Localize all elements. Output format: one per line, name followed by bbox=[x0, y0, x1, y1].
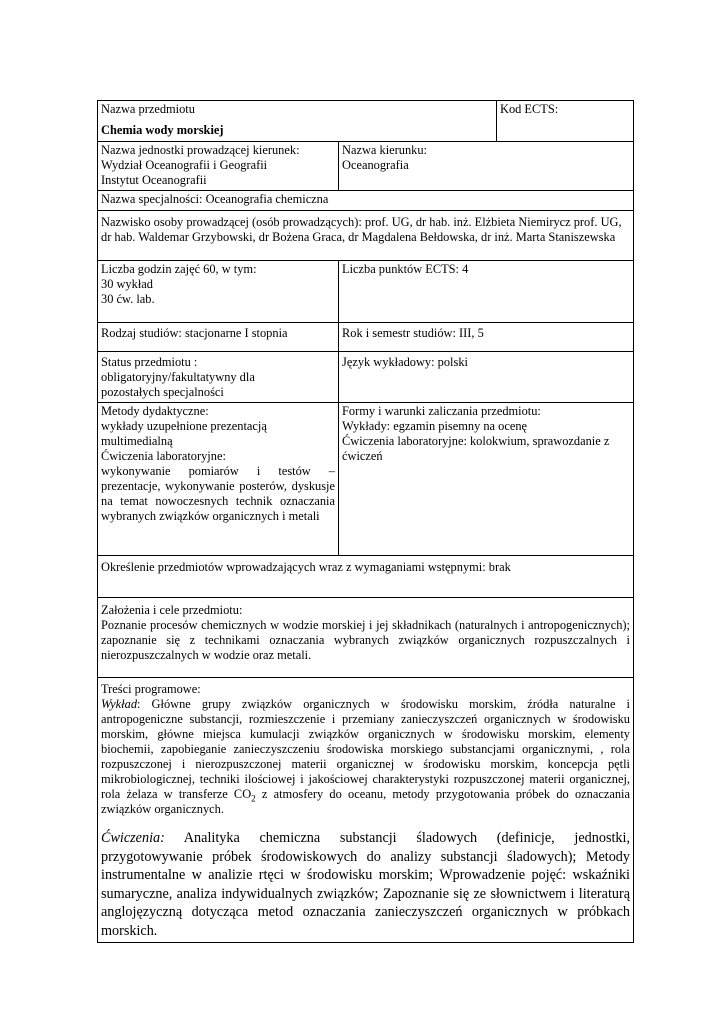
language-cell: Język wykładowy: polski bbox=[339, 352, 634, 403]
row-goals bbox=[98, 598, 634, 678]
ects-code-cell bbox=[497, 101, 634, 142]
unit-cell bbox=[98, 142, 339, 191]
row-unit bbox=[98, 142, 634, 191]
course-syllabus-sheet bbox=[97, 100, 633, 943]
goals-label: Założenia i cele przedmiotu: bbox=[101, 603, 243, 617]
status-cell bbox=[98, 352, 339, 403]
ects-code-label: Kod ECTS: bbox=[500, 102, 559, 116]
unit-line2: Instytut Oceanografii bbox=[101, 173, 207, 187]
field-label: Nazwa kierunku: bbox=[342, 143, 427, 157]
field-value: Oceanografia bbox=[342, 158, 409, 172]
prerequisites-cell: Określenie przedmiotów wprowadzających wraz z wymaganiami wstępnymi: brak bbox=[98, 556, 634, 598]
assessment-lectures: Wykłady: egzamin pisemny na ocenę bbox=[342, 419, 528, 433]
exercise-paragraph bbox=[101, 829, 630, 940]
assessment-labs: Ćwiczenia laboratoryjne: kolokwium, sprawozdanie z ćwiczeń bbox=[342, 434, 610, 463]
exercise-text: Analityka chemiczna substancji śladowych (definicje, jednostki, przygotowywanie próbek środowiskowych do analizy substancji śladowych); Metody instrumentalne w analizie rtęci w środowisku morskim; Wprowadzenie pojęć: wskaźniki sumaryczne, analiza indywidualnych związków; Zapoznanie się ze słownictwem i literaturą anglojęzyczną dotycząca metod oznaczania zanieczyszczeń organicznych w próbkach morskich. bbox=[101, 830, 630, 939]
subject-name: Chemia wody morskiej bbox=[101, 123, 224, 137]
exercise-label: Ćwiczenia: bbox=[101, 830, 165, 846]
row-hours bbox=[98, 261, 634, 323]
row-status bbox=[98, 352, 634, 403]
field-cell bbox=[339, 142, 634, 191]
hours-label: Liczba godzin zajęć 60, w tym: bbox=[101, 262, 257, 276]
lecture-text-b: z atmosfery do oceanu, metody przygotowania próbek do oznaczania związków organicznych. bbox=[101, 787, 630, 816]
methods-lectures: wykłady uzupełnione prezentacją multimedialną bbox=[101, 419, 267, 448]
teachers-cell: Nazwisko osoby prowadzącej (osób prowadzących): prof. UG, dr hab. inż. Elżbieta Niemirycz prof. UG, dr hab. Waldemar Grzybowski, dr Bożena Graca, dr Magdalena Bełdowska, dr inż. Marta Staniszewska bbox=[98, 211, 634, 261]
goals-cell bbox=[98, 598, 634, 678]
assessment-cell bbox=[339, 403, 634, 556]
co2-subscript: 2 bbox=[251, 793, 256, 804]
content-cell bbox=[98, 678, 634, 943]
syllabus-table bbox=[97, 100, 634, 943]
methods-cell bbox=[98, 403, 339, 556]
subject-cell bbox=[98, 101, 497, 142]
row-prerequisites bbox=[98, 556, 634, 598]
status-label: Status przedmiotu : bbox=[101, 355, 198, 369]
lecture-text-a: : Główne grupy związków organicznych w środowisku morskim, źródła naturalne i antropogeniczne substancji, rozmieszczenie i przemiany zanieczyszczeń organicznych w środowisku morskim, główne miejsca kumulacji związków organicznych w środowisku morskim, elementy biochemii, zapobieganie zanieczyszczeniu środowiska morskiego substancjami organicznymi, , rola rozpuszczonej i nierozpuszczonej materii organicznej w środowisku morskim, koncepcja pętli mikrobiologicznej, techniki ilościowej i jakościowej charakterystyki rozpuszczonej materii organicznej, rola żelaza w transferze CO bbox=[101, 697, 630, 801]
unit-label: Nazwa jednostki prowadzącej kierunek: bbox=[101, 143, 300, 157]
status-line1: obligatoryjny/fakultatywny dla bbox=[101, 370, 255, 384]
assessment-label: Formy i warunki zaliczania przedmiotu: bbox=[342, 404, 541, 418]
row-specialty bbox=[98, 191, 634, 211]
goals-text: Poznanie procesów chemicznych w wodzie morskiej i jej składnikach (naturalnych i antropogenicznych); zapoznanie się z technikami oznaczania wybranych związków organicznych rozpuszczalnych i nierozpuszczalnych w wodzie oraz metali. bbox=[101, 618, 630, 662]
lecture-label: Wykład bbox=[101, 697, 138, 711]
hours-lab: 30 ćw. lab. bbox=[101, 292, 155, 306]
status-line2: pozostałych specjalności bbox=[101, 385, 224, 399]
hours-cell bbox=[98, 261, 339, 323]
subject-label: Nazwa przedmiotu bbox=[101, 102, 195, 116]
hours-lecture: 30 wykład bbox=[101, 277, 153, 291]
row-content bbox=[98, 678, 634, 943]
content-label: Treści programowe: bbox=[101, 682, 201, 696]
methods-lab-text: wykonywanie pomiarów i testów – prezentacje, wykonywanie posterów, dyskusje na temat nowoczesnych technik oznaczania wybranych związków organicznych i metali bbox=[101, 464, 335, 523]
row-subject bbox=[98, 101, 634, 142]
year-semester-cell: Rok i semestr studiów: III, 5 bbox=[339, 323, 634, 352]
methods-lab-label: Ćwiczenia laboratoryjne: bbox=[101, 449, 226, 463]
specialty-cell: Nazwa specjalności: Oceanografia chemiczna bbox=[98, 191, 634, 211]
ects-points-cell: Liczba punktów ECTS: 4 bbox=[339, 261, 634, 323]
study-type-cell: Rodzaj studiów: stacjonarne I stopnia bbox=[98, 323, 339, 352]
row-methods bbox=[98, 403, 634, 556]
row-teachers bbox=[98, 211, 634, 261]
lecture-paragraph bbox=[101, 697, 630, 817]
unit-line1: Wydział Oceanografii i Geografii bbox=[101, 158, 268, 172]
row-study-type bbox=[98, 323, 634, 352]
methods-label: Metody dydaktyczne: bbox=[101, 404, 209, 418]
